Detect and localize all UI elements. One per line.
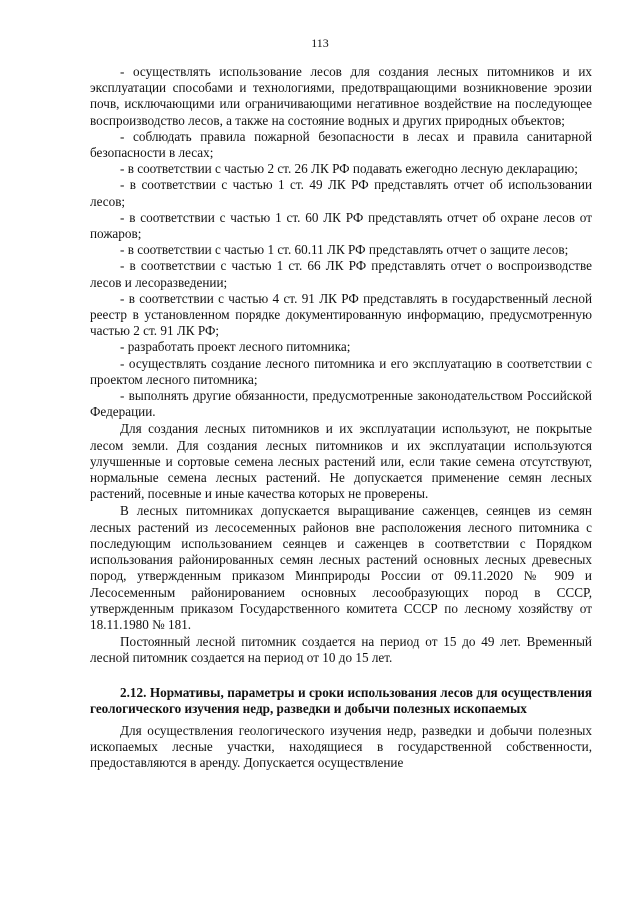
bullet-item: - осуществлять использование лесов для создания лесных питомников и их эксплуатации способами и технологиями, предотвращающими возникновение эрозии почв, исключающими или ограничивающими негативное воздействие на последующее воспроизводство лесов, а также на состояние водных и других природных объектов; — [90, 64, 592, 128]
section-heading: 2.12. Нормативы, параметры и сроки использования лесов для осуществления геологического изучения недр, разведки и добычи полезных ископаемых — [90, 684, 592, 716]
body-paragraph: Для осуществления геологического изучения недр, разведки и добычи полезных ископаемых лесные участки, находящиеся в государственной собственности, предоставляются в аренду. Допускается осуществление — [90, 722, 592, 771]
bullet-item: - соблюдать правила пожарной безопасности в лесах и правила санитарной безопасности в лесах; — [90, 128, 592, 161]
body-paragraph: Для создания лесных питомников и их эксплуатации используют, не покрытые лесом земли. Для создания лесных питомников и их эксплуатации используются улучшенные и сортовые семена лесных растений или, если такие семена отсутствуют, нормальные семена лесных растений. Не допускается применение семян лесных растений, посевные и иные качества которых не проверены. — [90, 421, 592, 502]
bullet-item: - в соответствии с частью 2 ст. 26 ЛК РФ подавать ежегодно лесную декларацию; — [120, 161, 578, 177]
bullet-item: - в соответствии с частью 1 ст. 49 ЛК РФ представлять отчет об использовании лесов; — [90, 177, 592, 209]
bullet-item: - разработать проект лесного питомника; — [120, 339, 351, 355]
bullet-item: - осуществлять создание лесного питомника и его эксплуатацию в соответствии с проектом лесного питомника; — [90, 355, 592, 387]
bullet-item: - в соответствии с частью 1 ст. 60 ЛК РФ представлять отчет об охране лесов от пожаров; — [90, 209, 592, 242]
body-paragraph: Постоянный лесной питомник создается на период от 15 до 49 лет. Временный лесной питомник создается на период от 10 до 15 лет. — [90, 634, 592, 666]
body-paragraph: В лесных питомниках допускается выращивание саженцев, сеянцев из семян лесных растений из лесосеменных районов вне расположения лесного питомника с последующим использованием сеянцев и саженцев в соответствии с Порядком использования районированных семян лесных растений основных лесных древесных пород, утвержденным приказом Минприроды России от 09.11.2020 № 909 и Лесосеменным районированием основных лесообразующих пород в СССР, утвержденным приказом Государственного комитета СССР по лесному хозяйству от 18.11.1980 № 181. — [90, 503, 592, 632]
document-body — [90, 64, 592, 772]
page-number: 113 — [311, 36, 329, 50]
bullet-item: - в соответствии с частью 1 ст. 66 ЛК РФ представлять отчет о воспроизводстве лесов и лесоразведении; — [90, 258, 592, 290]
bullet-item: - в соответствии с частью 1 ст. 60.11 ЛК РФ представлять отчет о защите лесов; — [120, 242, 569, 258]
bullet-item: - в соответствии с частью 4 ст. 91 ЛК РФ представлять в государственный лесной реестр в установленном порядке документированную информацию, предусмотренную частью 2 ст. 91 ЛК РФ; — [90, 290, 592, 339]
bullet-item: - выполнять другие обязанности, предусмотренные законодательством Российской Федерации. — [90, 388, 592, 420]
